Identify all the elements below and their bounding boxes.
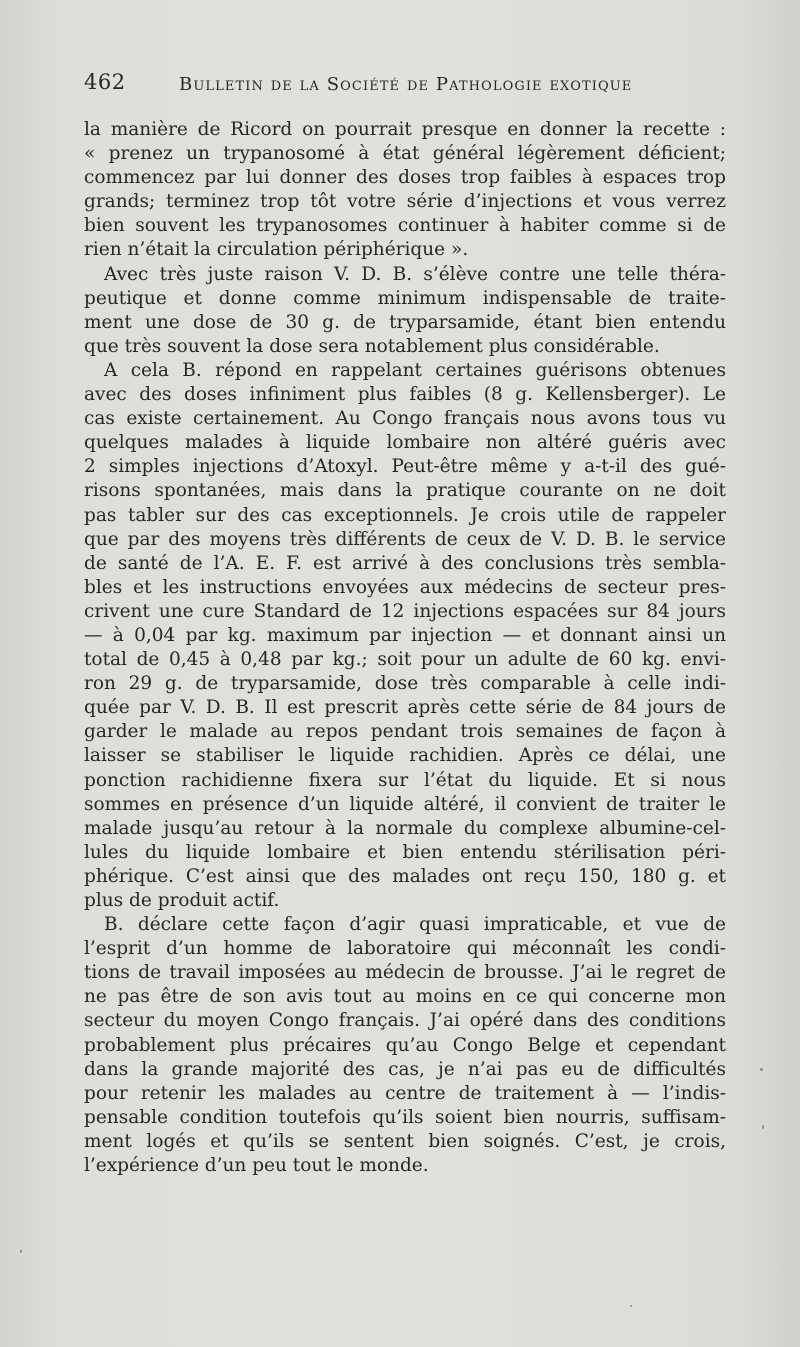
text-line: l’esprit d’un homme de laboratoire qui méconnaît les condi- — [84, 938, 726, 960]
text-line: que par des moyens très différents de ceux de V. D. B. le service — [84, 528, 726, 550]
paragraph-start-line: A cela B. répond en rappelant certaines guérisons obtenues — [104, 359, 726, 381]
text-line: l’expérience d’un peu tout le monde. — [84, 1155, 429, 1177]
text-line: crivent une cure Standard de 12 injections espacées sur 84 jours — [84, 600, 726, 622]
text-line: tions de travail imposées au médecin de brousse. J’ai le regret de — [84, 962, 726, 984]
text-line: ron 29 g. de tryparsamide, dose très comparable à celle indi- — [84, 673, 726, 695]
text-line: risons spontanées, mais dans la pratique courante on ne doit — [84, 480, 726, 502]
text-line: de santé de l’A. E. F. est arrivé à des conclusions très sembla- — [84, 552, 726, 574]
text-line: dans la grande majorité des cas, je n’ai pas eu de difficultés — [84, 1058, 726, 1080]
body-text — [84, 118, 726, 1178]
text-line: ne pas être de son avis tout au moins en ce qui concerne mon — [84, 986, 726, 1008]
text-line: cas existe certainement. Au Congo français nous avons tous vu — [84, 408, 726, 430]
text-line: ponction rachidienne fixera sur l’état du liquide. Et si nous — [84, 769, 726, 791]
running-head: Bulletin de la Société de Pathologie exotique — [179, 74, 633, 95]
paragraph-start-line: B. déclare cette façon d’agir quasi impraticable, et vue de — [104, 914, 726, 936]
text-line: quelques malades à liquide lombaire non altéré guéris avec — [84, 432, 726, 454]
text-line: plus de produit actif. — [84, 890, 280, 911]
text-line: sommes en présence d’un liquide altéré, il convient de traiter le — [84, 793, 726, 815]
text-line: phérique. C’est ainsi que des malades ont reçu 150, 180 g. et — [84, 865, 726, 887]
text-line: pas tabler sur des cas exceptionnels. Je crois utile de rappeler — [84, 504, 726, 526]
text-line: secteur du moyen Congo français. J’ai opéré dans des conditions — [84, 1010, 726, 1032]
text-line: la manière de Ricord on pourrait presque en donner la recette : — [84, 119, 726, 140]
text-line: avec des doses infiniment plus faibles (8 g. Kellensberger). Le — [84, 384, 726, 406]
text-line: pensable condition toutefois qu’ils soient bien nourris, suffisam- — [84, 1106, 726, 1128]
text-line: que très souvent la dose sera notablement plus considérable. — [84, 335, 660, 357]
text-line: 2 simples injections d’Atoxyl. Peut-être même y a-t-il des gué- — [84, 456, 726, 478]
text-line: ment logés et qu’ils se sentent bien soignés. C’est, je crois, — [84, 1130, 726, 1152]
text-line: bles et les instructions envoyées aux médecins de secteur pres- — [84, 576, 726, 598]
page-number: 462 — [84, 70, 126, 94]
paper-speck — [760, 1068, 763, 1071]
text-line: laisser se stabiliser le liquide rachidien. Après ce délai, une — [84, 745, 726, 767]
text-line: grands; terminez trop tôt votre série d’injections et vous verrez — [84, 191, 726, 213]
text-line: pour retenir les malades au centre de traitement à — l’indis- — [84, 1082, 726, 1104]
page-header — [84, 70, 724, 100]
text-line: garder le malade au repos pendant trois semaines de façon à — [84, 721, 726, 743]
text-line: lules du liquide lombaire et bien entendu stérilisation péri- — [84, 841, 726, 863]
paragraph-start-line: Avec très juste raison V. D. B. s’élève contre une telle théra- — [104, 263, 726, 285]
paper-speck — [630, 1305, 632, 1307]
text-line: malade jusqu’au retour à la normale du complexe albumine-cel- — [84, 817, 726, 839]
text-line: quée par V. D. B. Il est prescrit après cette série de 84 jours de — [84, 697, 726, 719]
paper-speck — [762, 1125, 764, 1129]
paper-speck — [20, 1250, 22, 1253]
text-line: bien souvent les trypanosomes continuer à habiter comme si de — [84, 215, 726, 237]
text-line: ment une dose de 30 g. de tryparsamide, étant bien entendu — [84, 311, 726, 333]
text-line: commencez par lui donner des doses trop faibles à espaces trop — [84, 167, 726, 189]
text-line: « prenez un trypanosomé à état général légèrement déficient; — [84, 143, 726, 165]
text-line: — à 0,04 par kg. maximum par injection — et donnant ainsi un — [84, 624, 726, 646]
text-line: peutique et donne comme minimum indispensable de traite- — [84, 287, 726, 309]
text-line: total de 0,45 à 0,48 par kg.; soit pour un adulte de 60 kg. envi- — [84, 649, 726, 671]
text-line: probablement plus précaires qu’au Congo Belge et cependant — [84, 1034, 726, 1056]
text-line: rien n’était la circulation périphérique ». — [84, 239, 469, 261]
